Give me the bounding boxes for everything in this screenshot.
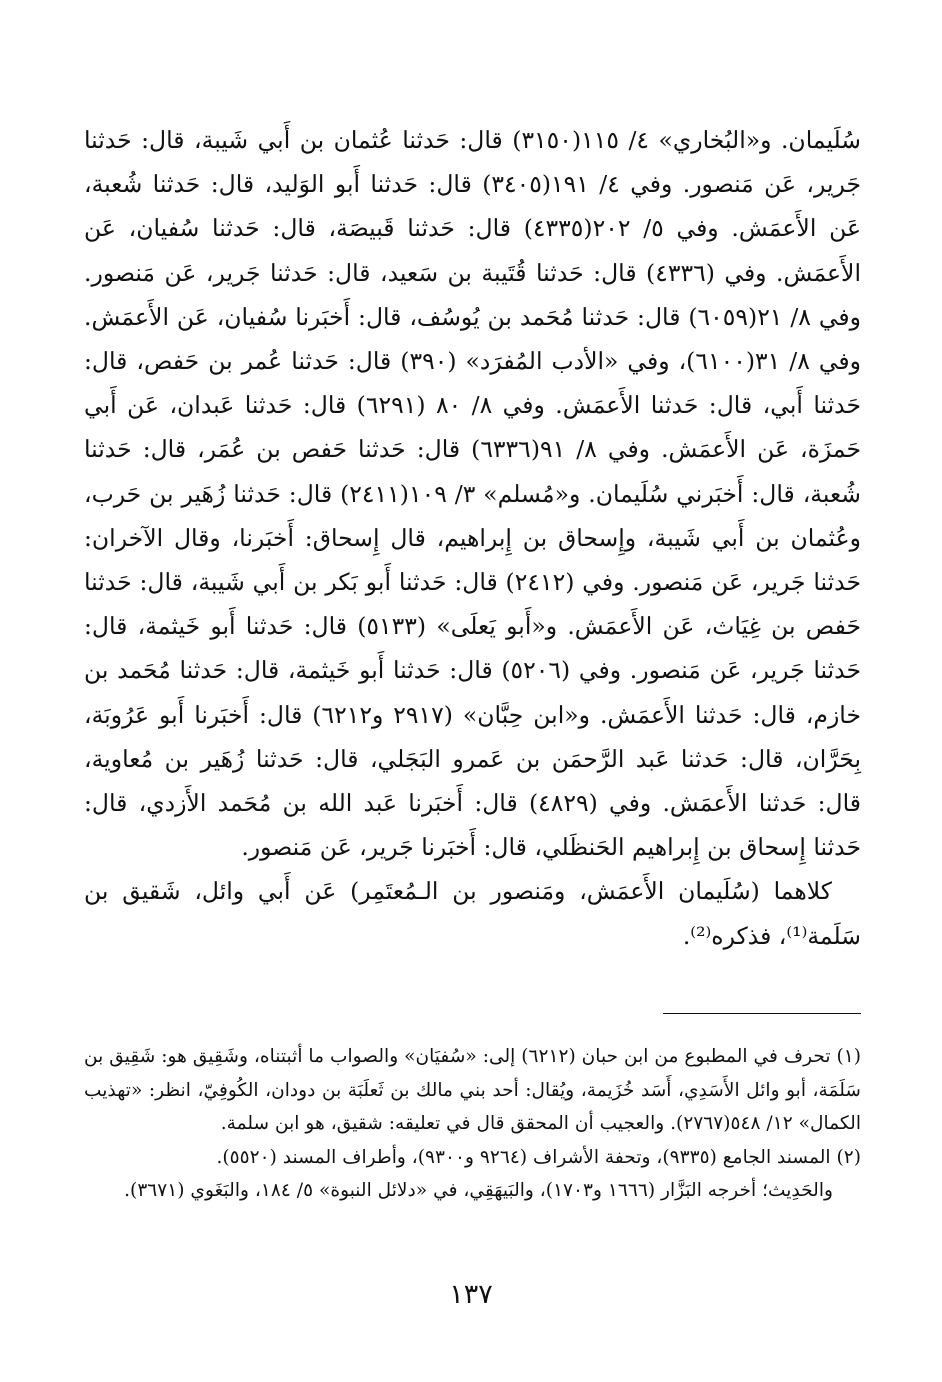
footnotes: [84, 1040, 861, 1208]
main-text: [84, 118, 861, 958]
footnote-2-continuation: والحَدِيث؛ أخرجه البَزَّار (١٦٦٦ و١٧٠٣)، والبَيهَقِي، في «دلائل النبوة» ٥/ ١٨٤، والبَغَوي (٣٦٧١).: [124, 1180, 833, 1202]
main-paragraph-1: سُلَيمان. و«البُخاري» ٤/ ١١٥(٣١٥٠) قال: حَدثنا عُثمان بن أَبي شَيبة، قال: حَدثنا جَرير، عَن مَنصور. وفي ٤/ ١٩١(٣٤٠٥) قال: حَدثنا أَبو الوَليد، قال: حَدثنا شُعبة، عَن الأَعمَش. وفي ٥/ ٢٠٢(٤٣٣٥) قال: حَدثنا قَبيصَة، قال: حَدثنا سُفيان، عَن الأَعمَش. وفي (٤٣٣٦) قال: حَدثنا قُتَيبة بن سَعيد، قال: حَدثنا جَرير، عَن مَنصور. وفي ٨/ ٢١(٦٠٥٩) قال: حَدثنا مُحَمد بن يُوسُف، قال: أَخبَرنا سُفيان، عَن الأَعمَش. وفي ٨/ ٣١(٦١٠٠)، وفي «الأدب المُفرَد» (٣٩٠) قال: حَدثنا عُمر بن حَفص، قال: حَدثنا أَبي، قال: حَدثنا الأَعمَش. وفي ٨/ ٨٠ (٦٢٩١) قال: حَدثنا عَبدان، عَن أَبي حَمزَة، عَن الأَعمَش. وفي ٨/ ٩١(٦٣٣٦) قال: حَدثنا حَفص بن عُمَر، قال: حَدثنا شُعبة، قال: أَخبَرني سُلَيمان. و«مُسلم» ٣/ ١٠٩(٢٤١١) قال: حَدثنا زُهَير بن حَرب، وعُثمان بن أَبي شَيبة، وإِسحاق بن إِبراهيم، قال إِسحاق: أَخبَرنا، وقال الآخران: حَدثنا جَرير، عَن مَنصور. وفي (٢٤١٢) قال: حَدثنا أَبو بَكر بن أَبي شَيبة، قال: حَدثنا حَفص بن غِيَاث، عَن الأَعمَش. و«أَبو يَعلَى» (٥١٣٣) قال: حَدثنا أَبو خَيثمة، قال: حَدثنا جَرير، عَن مَنصور. وفي (٥٢٠٦) قال: حَدثنا أَبو خَيثمة، قال: حَدثنا مُحَمد بن خازم، قال: حَدثنا الأَعمَش. و«ابن حِبَّان» (٢٩١٧ و٦٢١٢) قال: أَخبَرنا أَبو عَرُوبَة، بِحَرَّان، قال: حَدثنا عَبد الرَّحمَن بن عَمرو البَجَلي، قال: حَدثنا زُهَير بن مُعاوية، قال: حَدثنا الأَعمَش. وفي (٤٨٢٩) قال: أَخبَرنا عَبد الله بن مُحَمد الأَزدي، قال: حَدثنا إِسحاق بن إِبراهيم الحَنظَلي، قال: أَخبَرنا جَرير، عَن مَنصور.: [84, 126, 862, 862]
page-number: ١٣٧: [449, 1279, 493, 1310]
footnote-1: (١) تحرف في المطبوع من ابن حبان (٦٢١٢) إلى: «سُفيَان» والصواب ما أثبتناه، وشَقِيق هو: شَقِيق بن سَلَمَة، أبو وائل الأَسَدِي، أَسَد خُزَيمة، ويُقال: أحد بني مالك بن ثَعلَبَة بن دودان، الكُوفِيّ، انظر: «تهذيب الكمال» ١٢/ ٥٤٨(٢٧٦٧). والعجيب أن المحقق قال في تعليقه: شقيق، هو ابن سلمة.: [84, 1046, 861, 1135]
footnote-2: (٢) المسند الجامع (٩٣٣٥)، وتحفة الأشراف (٩٢٦٤ و٩٣٠٠)، وأطراف المسند (٥٥٢٠).: [216, 1146, 861, 1168]
main-paragraph-2: كلاهما (سُلَيمان الأَعمَش، ومَنصور بن الـمُعتَمِر) عَن أَبي وائل، شَقيق بن سَلَمة⁽¹⁾، فذكره⁽²⁾.: [84, 877, 861, 950]
footnote-separator: [663, 1013, 861, 1014]
